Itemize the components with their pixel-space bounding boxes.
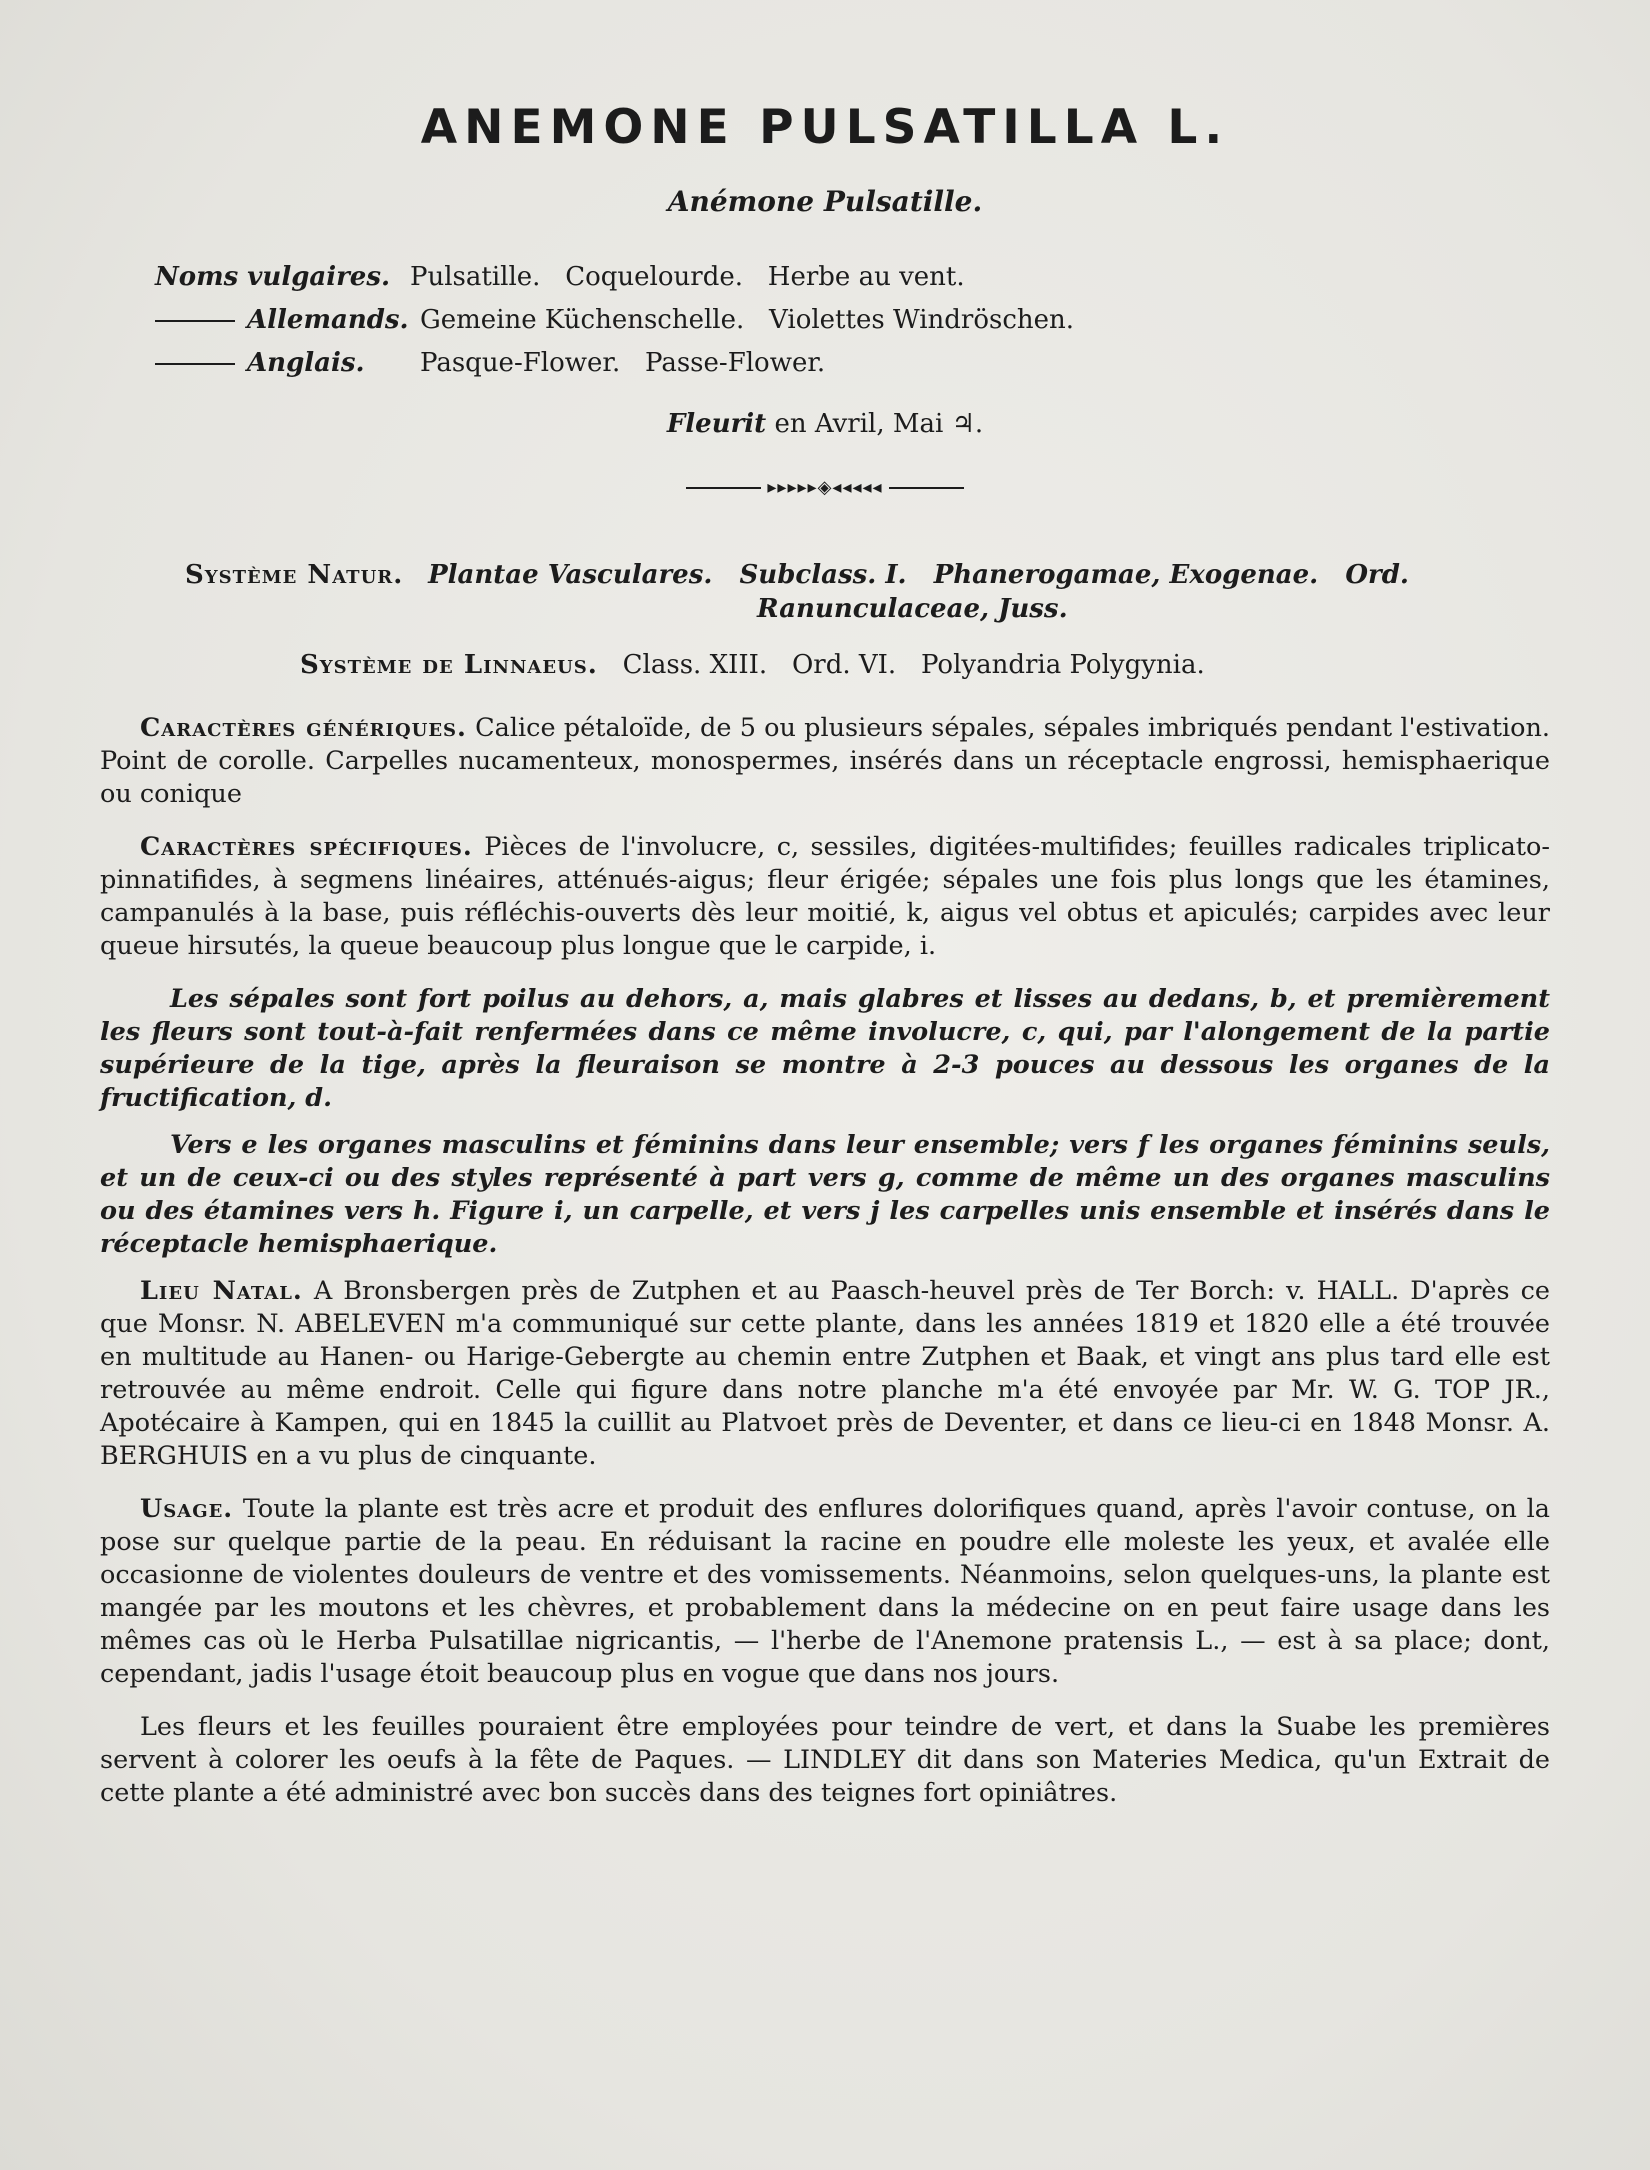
caracteres-generiques-label: Caractères génériques. (140, 713, 467, 743)
final-paragraph: Les fleurs et les feuilles pouraient être employées pour teindre de vert, et dans la Suabe les premières servent à colorer les oeufs à la fête de Paques. — LINDLEY dit dans son Materies Medica, qu'un Extrait de cette plante a été administré avec bon succès dans des teignes fort opiniâtres. (100, 1712, 1550, 1808)
lieu-natal-text: A Bronsbergen près de Zutphen et au Paasch-heuvel près de Ter Borch: v. HALL. D'après ce que Monsr. N. ABELEVEN m'a communiqué sur cette plante, dans les années 1819 et 1820 elle a été trouvée en multitude au Hanen- ou Harige-Gebergte au chemin entre Zutphen et Baak, et vingt ans plus tard elle est retrouvée au même endroit. Celle qui figure dans notre planche m'a été envoyée par Mr. W. G. TOP JR., Apotécaire à Kampen, qui en 1845 la cuillit au Platvoet près de Deventer, et dans ce lieu-ci en 1848 Monsr. A. BERGHUIS en a vu plus de cinquante. (100, 1276, 1550, 1471)
caracteres-specifiques-text: Pièces de l'involucre, c, sessiles, digitées-multifides; feuilles radicales triplicato-pinnatifides, à segmens linéaires, atténués-aigus; fleur érigée; sépales une fois plus longs que les étamines, campanulés à la base, puis réfléchis-ouverts dès leur moitié, k, aigus vel obtus et apiculés; carpides avec leur queue hirsutés, la queue beaucoup plus longue que le carpide, i. (100, 832, 1550, 961)
figure-note-1: Les sépales sont fort poilus au dehors, a, mais glabres et lisses au dedans, b, et premièrement les fleurs sont tout-à-fait renfermées dans ce même involucre, c, qui, par l'alongement de la partie supérieure de la tige, après la fleuraison se montre à 2-3 pouces au dessous les organes de la fructification, d. (100, 984, 1550, 1113)
systeme-linnaeus-text: Class. XIII. Ord. VI. Polyandria Polygynia. (622, 650, 1205, 680)
page-title: ANEMONE PULSATILLA L. (420, 100, 1230, 155)
vernacular-value: Pulsatille. Coquelourde. Herbe au vent. (410, 262, 965, 292)
usage-label: Usage. (140, 1494, 234, 1524)
ornament-divider (100, 477, 1550, 498)
vernacular-row-english (100, 342, 1550, 385)
systeme-linnaeus (100, 648, 1550, 682)
vernacular-label: Noms vulgaires. (155, 262, 391, 292)
lieu-natal (100, 1275, 1550, 1473)
ornament-glyphs: ▸▸▸▸▸◈◂◂◂◂◂ (767, 477, 883, 498)
systeme-natur-line2: Ranunculaceae, Juss. (757, 594, 1068, 624)
vernacular-label: Anglais. (247, 348, 365, 378)
systeme-natur-label: Système Natur. (185, 560, 404, 590)
flowering-time (100, 409, 1550, 439)
dash-rule (155, 320, 235, 322)
systeme-linnaeus-label: Système de Linnaeus. (300, 650, 598, 680)
lieu-natal-label: Lieu Natal. (140, 1276, 303, 1306)
figure-note-2: Vers e les organes masculins et féminins dans leur ensemble; vers f les organes féminins seuls, et un de ceux-ci ou des styles représenté à part vers g, comme de même un des organes masculins ou des étamines vers h. Figure i, un carpelle, et vers j les carpelles unis ensemble et insérés dans le réceptacle hemisphaerique. (100, 1130, 1550, 1259)
vernacular-label: Allemands. (247, 305, 409, 335)
vernacular-value: Gemeine Küchenschelle. Violettes Windröschen. (420, 305, 1075, 335)
vernacular-value: Pasque-Flower. Passe-Flower. (420, 348, 826, 378)
vernacular-names (100, 256, 1550, 385)
systeme-natur-line1: Plantae Vasculares. Subclass. I. Phanerogamae, Exogenae. Ord. (428, 560, 1409, 590)
page-subtitle: Anémone Pulsatille. (667, 185, 983, 218)
caracteres-generiques-text: Calice pétaloïde, de 5 ou plusieurs sépales, sépales imbriqués pendant l'estivation. Point de corolle. Carpelles nucamenteux, monospermes, insérés dans un réceptacle engrossi, hemisphaerique ou conique (100, 713, 1550, 809)
page-content (100, 100, 1550, 1830)
usage (100, 1493, 1550, 1691)
dash-rule (155, 363, 235, 365)
flowering-label: Fleurit (666, 409, 767, 439)
caracteres-specifiques-label: Caractères spécifiques. (140, 832, 473, 862)
ornament-rule-right (889, 487, 964, 489)
systeme-natur (100, 558, 1550, 626)
caracteres-generiques (100, 712, 1550, 811)
vernacular-row-french (100, 256, 1550, 299)
ornament-rule-left (686, 487, 761, 489)
flowering-text: en Avril, Mai ♃. (774, 409, 984, 439)
vernacular-label-wrap (100, 342, 420, 385)
vernacular-label-wrap (100, 299, 420, 342)
usage-text: Toute la plante est très acre et produit des enflures dolorifiques quand, après l'avoir contuse, on la pose sur quelque partie de la peau. En réduisant la racine en poudre elle moleste les yeux, et avalée elle occasionne de violentes douleurs de ventre et des vomissements. Néanmoins, selon quelques-uns, la plante est mangée par les moutons et les chèvres, et probablement dans la médecine on en peut faire usage dans les mêmes cas où le Herba Pulsatillae nigricantis, — l'herbe de l'Anemone pratensis L., — est à sa place; dont, cependant, jadis l'usage étoit beaucoup plus en vogue que dans nos jours. (100, 1494, 1551, 1689)
vernacular-row-german (100, 299, 1550, 342)
caracteres-specifiques (100, 831, 1550, 963)
